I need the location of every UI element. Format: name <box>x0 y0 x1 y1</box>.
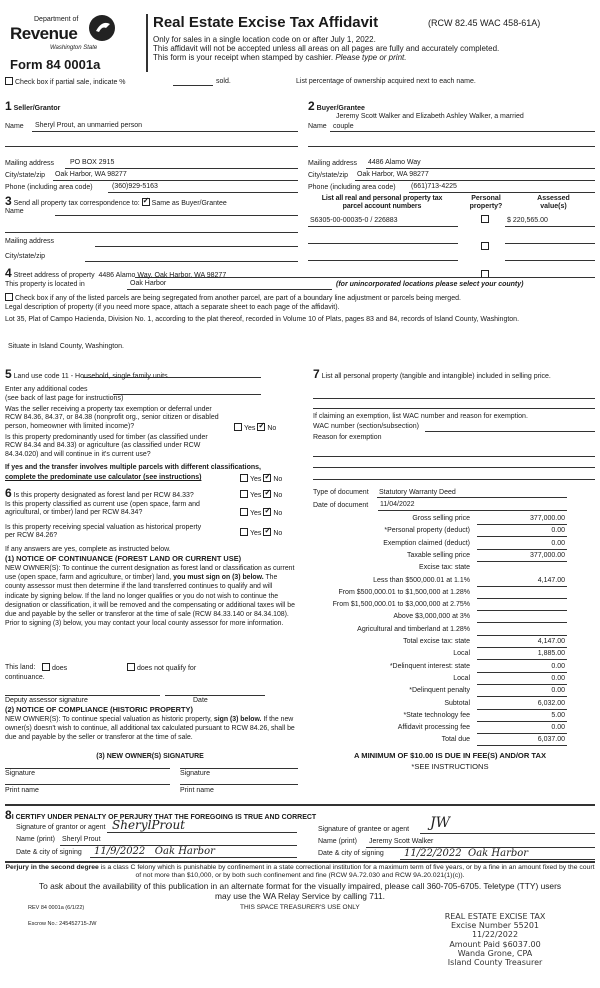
field-line <box>90 857 297 858</box>
header-line3 <box>153 53 406 63</box>
label: Type of document <box>313 489 369 496</box>
stamp-line: Amount Paid $6037.00 <box>449 939 541 949</box>
stamp-line: Excise Number 55201 <box>450 921 540 931</box>
logo-revenue: Revenue <box>10 24 78 43</box>
no-checkbox[interactable] <box>263 528 271 536</box>
personal-header <box>466 195 506 212</box>
yes-label: Yes <box>250 510 262 517</box>
label: City/state/zip <box>308 172 349 179</box>
tax-row-label: Above $3,000,000 at 3% <box>393 613 470 621</box>
tax-row-value[interactable]: 6,032.00 <box>537 699 565 707</box>
label: Print name <box>180 787 214 794</box>
tax-row-label: From $500,000.01 to $1,500,000 at 1.28% <box>338 588 470 596</box>
does-checkbox[interactable] <box>42 663 50 671</box>
field-line <box>505 226 595 227</box>
field-line <box>477 586 567 587</box>
field-line <box>53 180 298 181</box>
tax-row-value[interactable]: 4,147.00 <box>537 576 565 584</box>
label: Name <box>5 208 24 215</box>
personal-property-checkbox[interactable] <box>481 242 489 250</box>
notice1-a: NEW OWNER(S): To continue the current designation as forest land or classification as current use (open space, farm and agriculture, or timber) land, <box>5 565 295 582</box>
tax-row-label: Excise tax: state <box>419 564 470 572</box>
personal-property-label: List all personal property (tangible and intangible) included in selling price. <box>321 373 551 380</box>
type-or-print: Please type or print. <box>335 53 407 62</box>
field-line <box>477 659 567 660</box>
yes-label: Yes <box>244 425 256 432</box>
dor-logo-icon <box>88 14 116 42</box>
legal-label: Legal description of property (if you need more space, attach a separate sheet to each page of the affidavit). <box>5 304 340 311</box>
notice2-heading: (2) NOTICE OF COMPLIANCE (HISTORIC PROPERTY) <box>5 705 193 714</box>
certify-text: I CERTIFY UNDER PENALTY OF PERJURY THAT THE FOREGOING IS TRUE AND CORRECT <box>11 814 317 821</box>
no-label: No <box>273 476 283 483</box>
field-line <box>477 721 567 722</box>
field-line <box>378 510 567 511</box>
grantor-print-name[interactable]: Sheryl Prout <box>62 836 101 843</box>
escrow-number: Escrow No.: 245452715-JW <box>28 921 97 927</box>
assessed-value-field[interactable] <box>505 243 595 244</box>
does-label: does <box>52 665 68 672</box>
parcel-header <box>300 195 464 212</box>
field-line <box>400 859 595 860</box>
alternate-format-note: To ask about the availability of this publication in an alternate format for the visually impaired, please call 360-705-6705. Teletype (TTY) users may use the WA Relay Service by calling 711. <box>38 881 562 901</box>
field-line <box>477 684 567 685</box>
field-line <box>308 146 595 147</box>
field-line <box>377 497 567 498</box>
field-line <box>477 672 567 673</box>
header-line2: This affidavit will not be accepted unless all areas on all pages are fully and accurately completed. <box>153 44 500 53</box>
personal-property-field[interactable] <box>313 398 595 399</box>
field-line <box>477 549 567 550</box>
same-as-buyer-label: Same as Buyer/Grantee <box>151 200 227 207</box>
stamp-line: 11/22/2022 <box>471 930 519 940</box>
tax-row-label: Taxable selling price <box>406 551 470 559</box>
notice2-c: If the new owner(s) doesn't wish to continue, all additional tax calculated pursuant to RCW 84.26, shall be due and payable by the seller or transferor at the time of sale. <box>5 716 295 742</box>
personal-header-2: property? <box>469 203 503 211</box>
treasurer-use-label: THIS SPACE TREASURER'S USE ONLY <box>240 904 360 911</box>
sec7-label <box>313 367 595 381</box>
legal-description[interactable]: Lot 35, Plat of Campo Hacienda, Division No. 1, according to the plat thereof, recorded in Volume 10 of Plats, pages 83 and 84, records of Island County, Washington. <box>5 316 520 323</box>
exemption-reason-field[interactable] <box>313 479 595 480</box>
parcel-header-1b: parcel account numbers <box>342 203 422 211</box>
tax-row-label: Local <box>453 674 470 682</box>
field-line <box>477 709 567 710</box>
field-line <box>477 635 567 636</box>
tax-row-label: Subtotal <box>444 699 470 707</box>
label: Date of document <box>313 502 369 509</box>
label: Signature <box>180 770 210 777</box>
buyer-phone[interactable]: (661)713-4225 <box>411 183 457 190</box>
field-line <box>32 131 298 132</box>
assessed-header-2: value(s) <box>540 203 567 211</box>
no-checkbox[interactable] <box>263 474 271 482</box>
q-timber-bold: If yes and the transfer involves multiple parcels with different classifications, <box>5 464 261 471</box>
tax-row-value[interactable]: 0.00 <box>551 724 565 732</box>
field-line <box>477 524 567 525</box>
q-exemption-yesno <box>234 423 276 433</box>
notice2-b: sign (3) below. <box>213 716 262 723</box>
field-line <box>477 696 567 697</box>
buyer-mail[interactable]: 4486 Alamo Way <box>368 159 421 166</box>
exemption-note: If claiming an exemption, list WAC number and reason for exemption. <box>313 413 528 420</box>
sec3-name-field[interactable] <box>55 215 298 216</box>
q-current-use: Is this property classified as current use (open space, farm and agricultural, or timber) land per RCW 84.34? <box>5 501 200 517</box>
section-num: 2 <box>308 99 315 113</box>
field-line <box>420 833 595 834</box>
field-line <box>366 168 595 169</box>
logo-dept: Department of <box>34 16 79 23</box>
sec6-q1 <box>5 486 194 500</box>
label: Street address of property <box>13 272 95 279</box>
buyer-city[interactable]: Oak Harbor, WA 98277 <box>357 171 429 178</box>
yes-checkbox[interactable] <box>240 490 248 498</box>
label: Date & city of signing <box>318 850 384 857</box>
q-timber: Is this property predominantly used for timber (as classified under RCW 84.34 and 84.33) or agriculture (as classified under RCW 84.34.020) and will continue in it's current use? <box>5 434 208 458</box>
label: City/state/zip <box>5 172 46 179</box>
label: Enter any additional codes <box>5 386 88 393</box>
label: Mailing address <box>5 160 55 167</box>
yes-checkbox[interactable] <box>240 474 248 482</box>
label: Signature <box>5 770 35 777</box>
unincorporated-note: (for unincorporated locations please select your county) <box>336 281 524 288</box>
tax-row-label: Total excise tax: state <box>403 638 470 645</box>
notice2-text <box>5 715 297 743</box>
q-timber-calc: complete the predominate use calculator (see instructions) <box>5 474 202 481</box>
personal-header-1: Personal <box>471 195 501 202</box>
signature-field[interactable] <box>180 768 298 769</box>
treasurer-stamp <box>420 912 570 967</box>
field-line <box>330 131 595 132</box>
parcel-header-1: List all real and personal property tax <box>321 195 443 202</box>
sec3-label: Send all property tax correspondence to: <box>13 200 140 207</box>
sec3-mail-field[interactable] <box>95 246 298 247</box>
tax-row-label: *Delinquent penalty <box>409 687 470 695</box>
dor-logo <box>10 14 140 59</box>
label: Name <box>5 123 24 130</box>
form-number: Form 84 0001a <box>10 57 101 72</box>
label: Mailing address <box>5 238 55 245</box>
q-historic: Is this property receiving special valuation as historical property per RCW 84.26? <box>5 524 202 540</box>
header-divider <box>146 14 148 72</box>
divider <box>5 861 595 863</box>
tax-row-value[interactable]: 5.00 <box>551 711 565 719</box>
parcel-number-field[interactable] <box>308 260 458 261</box>
section-num: 3 <box>5 194 12 208</box>
field-line <box>83 377 261 378</box>
divider <box>5 804 595 806</box>
tax-row-label: *Personal property (deduct) <box>384 527 470 535</box>
yes-label: Yes <box>250 492 262 499</box>
additional-codes-field[interactable] <box>113 394 261 395</box>
seller-phone[interactable]: (360)929-5163 <box>112 183 158 190</box>
yes-label: Yes <box>250 476 262 483</box>
label: Name (print) <box>16 836 55 843</box>
personal-property-checkbox[interactable] <box>481 215 489 223</box>
header-line1: Only for sales in a single location code on or after July 1, 2022. <box>153 35 376 44</box>
assessed-value-field[interactable] <box>505 260 595 261</box>
does-not-checkbox[interactable] <box>127 663 135 671</box>
seller-title: Seller/Grantor <box>13 105 61 112</box>
minimum-due-note: A MINIMUM OF $10.00 IS DUE IN FEE(S) AND/OR TAX <box>353 751 547 760</box>
label: (see back of last page for instructions) <box>5 395 124 402</box>
q-forest-yesno <box>240 490 282 500</box>
notice2-a: NEW OWNER(S): To continue special valuation as historic property, <box>5 716 212 723</box>
notice3-heading: (3) NEW OWNER(S) SIGNATURE <box>96 753 204 760</box>
tax-row-label: Exemption claimed (deduct) <box>383 539 470 547</box>
field-line <box>477 561 567 562</box>
label: Name (print) <box>318 838 357 845</box>
tax-row-value[interactable]: 0.00 <box>551 674 565 682</box>
grantee-date-city[interactable]: 11/22/2022 Oak Harbor <box>404 848 529 859</box>
document-type[interactable]: Statutory Warranty Deed <box>379 489 456 496</box>
yes-checkbox[interactable] <box>240 528 248 536</box>
sold-label: sold. <box>216 78 231 85</box>
partial-sale-label: Check box if partial sale, indicate % <box>15 79 126 86</box>
tax-row-label: *Delinquent interest: state <box>389 662 470 670</box>
buyer-name-line2[interactable]: couple <box>333 123 354 130</box>
seller-heading <box>5 99 60 113</box>
label: Date & city of signing <box>16 849 82 856</box>
label: Mailing address <box>308 160 358 167</box>
label: Signature of grantee or agent <box>318 826 410 833</box>
list-pct-note: List percentage of ownership acquired next to each name. <box>296 78 476 85</box>
buyer-title: Buyer/Grantee <box>316 105 365 112</box>
receipt-text: This form is your receipt when stamped by cashier. <box>153 53 334 62</box>
q-forest: Is this property designated as forest land per RCW 84.33? <box>13 492 194 499</box>
label: Land use code <box>13 373 60 380</box>
sec4-street <box>5 266 226 280</box>
if-any-note: If any answers are yes, complete as instructed below. <box>5 546 171 553</box>
section-num: 8 <box>5 808 12 822</box>
see-instructions: *SEE INSTRUCTIONS <box>411 762 489 771</box>
tax-row-value[interactable]: 377,000.00 <box>529 515 565 522</box>
label: WAC number (section/subsection) <box>313 423 419 430</box>
tax-row-value[interactable]: 6,037.00 <box>537 736 565 744</box>
section-num: 1 <box>5 99 12 113</box>
tax-row-label: Gross selling price <box>412 515 470 522</box>
partial-sale-checkbox[interactable] <box>5 77 13 85</box>
field-line <box>135 277 595 278</box>
tax-row-label: From $1,500,000.01 to $3,000,000 at 2.75% <box>332 601 470 609</box>
field-line <box>477 598 567 599</box>
field-line <box>108 192 298 193</box>
field-line <box>127 289 332 290</box>
document-date[interactable]: 11/04/2022 <box>380 501 415 508</box>
tax-row-value[interactable]: 0.00 <box>551 687 565 695</box>
field-line <box>477 733 567 734</box>
tax-row-value[interactable]: 0.00 <box>551 662 565 670</box>
tax-row-label: Total due <box>441 736 470 744</box>
grantee-signature[interactable]: JW <box>430 815 451 831</box>
assessed-header-1: Assessed <box>537 195 570 202</box>
q-historic-yesno <box>240 528 282 538</box>
stamp-line: REAL ESTATE EXCISE TAX <box>444 912 546 921</box>
deputy-signature-field[interactable] <box>5 695 160 696</box>
section-num: 4 <box>5 266 12 280</box>
segregation-label: Check box if any of the listed parcels are being segregated from another parcel, are part of a boundary line adjustment or parcels being merged. <box>15 295 461 302</box>
tax-row-value[interactable]: 1,885.00 <box>537 650 565 658</box>
field-line <box>409 192 595 193</box>
does-qualify <box>42 663 67 673</box>
field-line <box>5 146 298 147</box>
no-checkbox[interactable] <box>257 423 265 431</box>
tax-row-value[interactable]: 377,000.00 <box>529 551 565 559</box>
does-not-label: does not qualify for <box>137 665 197 672</box>
label: Deputy assessor signature <box>5 697 88 704</box>
field-line <box>477 536 567 537</box>
field-line <box>5 232 298 233</box>
grantee-print-name[interactable]: Jeremy Scott Walker <box>369 838 434 845</box>
no-label: No <box>273 492 283 499</box>
yes-checkbox[interactable] <box>240 508 248 516</box>
label: Print name <box>5 787 39 794</box>
stamp-line: Island County Treasurer <box>447 957 543 967</box>
tax-row-label: Agricultural and timberland at 1.28% <box>357 625 470 633</box>
label: Phone (including area code) <box>308 184 396 191</box>
section-num: 5 <box>5 367 12 381</box>
field-line <box>477 745 567 746</box>
sec3-heading <box>5 194 227 208</box>
label: This property is located in <box>5 281 85 288</box>
yes-checkbox[interactable] <box>234 423 242 431</box>
assessed-value[interactable]: $ 220,565.00 <box>507 217 548 224</box>
q-timber-yesno <box>240 474 282 484</box>
wac-number-field[interactable] <box>425 431 595 432</box>
seller-mail[interactable]: PO BOX 2915 <box>70 159 115 166</box>
continuance-label: continuance. <box>5 674 45 681</box>
perjury-notice <box>4 864 596 880</box>
field-line <box>477 647 567 648</box>
tax-row-value[interactable]: 4,147.00 <box>537 638 565 645</box>
field-line <box>355 180 595 181</box>
assessed-header <box>512 195 595 212</box>
notice1-heading: (1) NOTICE OF CONTINUANCE (FOREST LAND OR CURRENT USE) <box>5 554 242 563</box>
parcel-number[interactable]: S6305-00-00035-0 / 226883 <box>310 217 398 224</box>
property-location[interactable]: Oak Harbor <box>130 280 167 287</box>
tax-row-value[interactable]: 0.00 <box>551 527 565 535</box>
q-exemption: Was the seller receiving a property tax exemption or deferral under RCW 84.36, 84.37, or 84.38 (nonprofit org., senior citizen or disabled person, homeowner with limited income)? <box>5 406 219 430</box>
personal-property-field[interactable] <box>313 408 595 409</box>
partial-pct-field[interactable] <box>173 85 213 86</box>
tax-row-label: Affidavit processing fee <box>397 724 470 732</box>
deputy-date-field[interactable] <box>165 695 265 696</box>
revision-number: REV 84 0001a (6/1/22) <box>28 905 85 911</box>
no-label: No <box>267 425 277 432</box>
field-line <box>107 832 297 833</box>
label: Reason for exemption <box>313 434 382 441</box>
notice1-c: The county assessor must then determine if the land transferred continues to qualify and will indicate by signing below. If the land no longer qualifies or you do not wish to continue the designation or classification, it will be removed and the compensating or additional taxes will be due and payable by the seller or transferor at the time of sale (RCW 84.33.140 or 84.34.108). Prior to signing (3) below, you may contact your local county assessor for more information. <box>5 574 295 628</box>
tax-row-label: *State technology fee <box>403 711 470 719</box>
stamp-line: Wanda Grone, CPA <box>457 948 533 958</box>
partial-sale <box>5 77 126 87</box>
no-label: No <box>273 510 283 517</box>
seller-name[interactable]: Sheryl Prout, an unmarried person <box>35 122 142 129</box>
no-checkbox[interactable] <box>263 490 271 498</box>
label: Name <box>308 123 327 130</box>
label: City/state/zip <box>5 253 46 260</box>
notice1-text <box>5 564 297 628</box>
exemption-reason-field[interactable] <box>313 456 595 457</box>
print-name-field[interactable] <box>5 784 170 785</box>
property-street[interactable]: 4486 Alamo Way, Oak Harbor, WA 98277 <box>98 272 227 279</box>
situate: Situate in Island County, Washington. <box>8 343 124 350</box>
label: Date <box>193 697 208 704</box>
sec5-landuse <box>5 367 168 381</box>
tax-row-label: Local <box>453 650 470 658</box>
perjury-text: is a class C felony which is punishable by confinement in a state correctional institution for a maximum term of five years, or by a fine in an amount fixed by the court of not more than $10,000, or by both such confinement and fine (RCW 9A.72.030 and RCW 9A.20.021(1)(c)). <box>100 864 595 880</box>
segregation-checkbox[interactable] <box>5 293 13 301</box>
field-line <box>477 622 567 623</box>
segregation <box>5 293 461 303</box>
field-line <box>65 168 298 169</box>
section-num: 7 <box>313 367 320 381</box>
signature-field[interactable] <box>5 768 170 769</box>
parcel-number-field[interactable] <box>308 243 458 244</box>
same-as-buyer-checkbox[interactable] <box>142 198 150 206</box>
yes-label: Yes <box>250 530 262 537</box>
grantor-signature[interactable]: SherylProut <box>112 818 185 832</box>
no-checkbox[interactable] <box>263 508 271 516</box>
field-line <box>308 226 458 227</box>
label: This land: <box>5 664 36 671</box>
print-name-field[interactable] <box>180 784 298 785</box>
perjury-bold: Perjury in the second degree <box>5 864 99 871</box>
label: Phone (including area code) <box>5 184 93 191</box>
section-num: 6 <box>5 486 12 500</box>
grantor-date-city[interactable]: 11/9/2022 Oak Harbor <box>94 846 215 857</box>
buyer-name-line1[interactable]: Jeremy Scott Walker and Elizabeth Ashley Walker, a married <box>336 113 524 120</box>
field-line <box>477 610 567 611</box>
sec3-city-field[interactable] <box>85 261 298 262</box>
does-not-qualify <box>127 663 196 673</box>
title-citation: (RCW 82.45 WAC 458-61A) <box>428 18 541 28</box>
page-title: Real Estate Excise Tax Affidavit <box>153 14 379 31</box>
seller-city[interactable]: Oak Harbor, WA 98277 <box>55 171 127 178</box>
exemption-reason-field[interactable] <box>313 467 595 468</box>
land-use-code[interactable]: 11 - Household, single family units <box>61 373 168 380</box>
tax-row-value[interactable]: 0.00 <box>551 539 565 547</box>
no-label: No <box>273 530 283 537</box>
tax-row-label: Less than $500,000.01 at 1.1% <box>373 576 470 584</box>
label: Signature of grantor or agent <box>16 824 106 831</box>
notice1-b: you must sign on (3) below. <box>173 574 264 582</box>
buyer-heading <box>308 99 365 113</box>
logo-state: Washington State <box>50 45 98 51</box>
q-current-use-yesno <box>240 508 282 518</box>
